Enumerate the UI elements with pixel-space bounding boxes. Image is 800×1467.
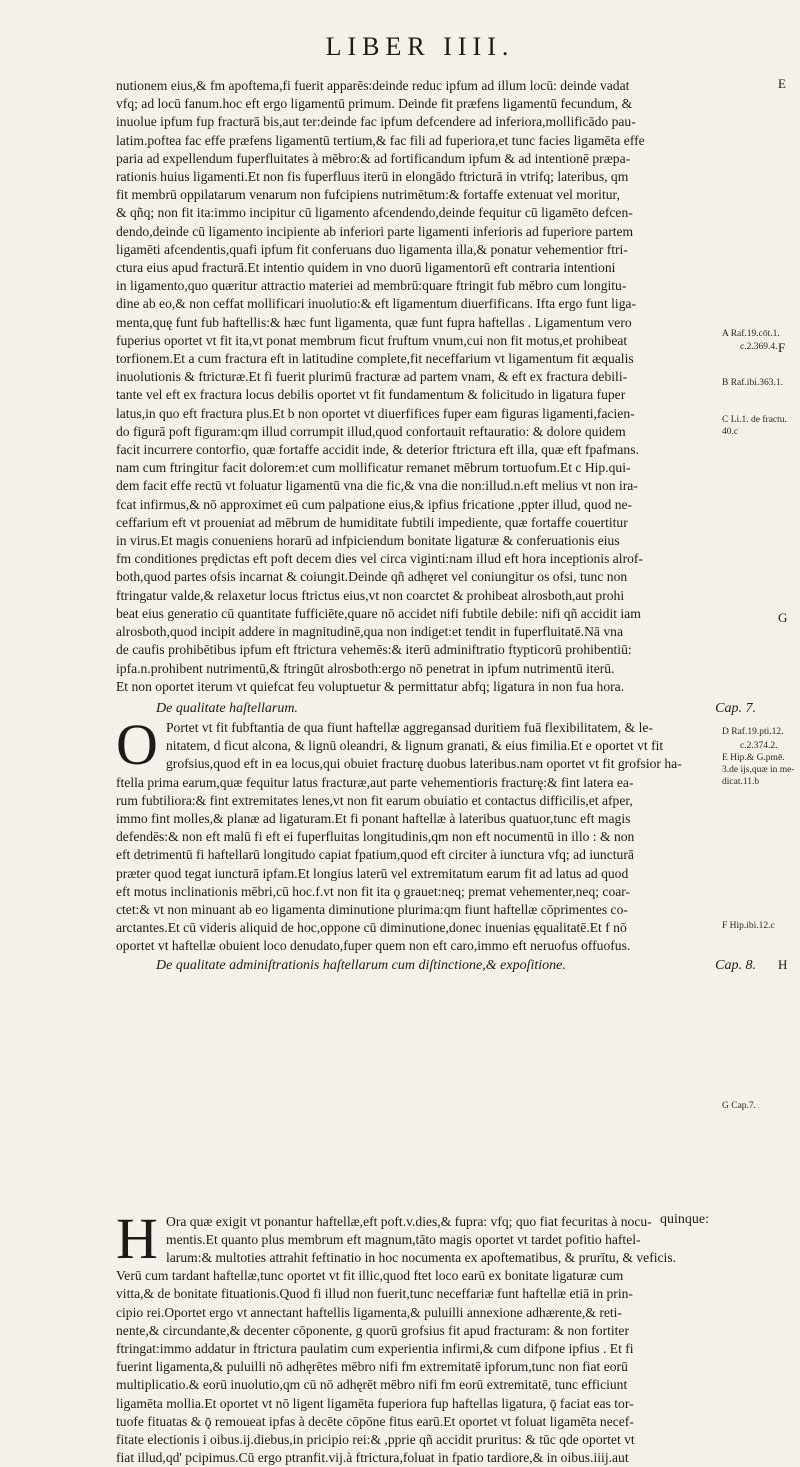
text-line: latim.poftea fac effe præfens ligamentū tertium,& fac fili ad fuperiora,et tunc facies ligamēta effe: [116, 132, 645, 148]
text-line: ctet:& vt non minuant ab eo ligamenta diminutione plurima:qm fiunt haftellæ cōprimentes co-: [116, 902, 628, 918]
text-line: cipio rei.Oportet ergo vt annectant haftellis ligamenta,& puluilli annexione adhærente,& reti-: [116, 1304, 622, 1320]
paragraph-lines: [116, 712, 716, 956]
text-line: Ora quæ exigit vt ponantur haftellæ,eft poft.v.dies,& fupra: vfq; quo fiat fecuritas à nocu-: [166, 1213, 652, 1229]
text-line: dine ab eo,& non ceffat mollificari inuolutio:& eft ligamentum diuerfificans. Ifta ergo funt liga-: [116, 296, 637, 312]
section-heading-haftellae: [116, 700, 776, 718]
text-line: ftringatur valde,& relaxetur locus ftrictus eius,vt non coarctet & prohibeat alrosboth,aut prohi: [116, 587, 625, 603]
section-title: De qualitate adminiſtrationis haſtellarum cum diſtinctione,& expoſitione.: [156, 958, 566, 973]
text-line: torfionem.Et a cum fractura eft in latitudine complete,fit neceffarium vt ligamentum fit æqualis: [116, 351, 634, 367]
text-line: vfq; ad locū fanum.hoc eft ergo ligamentū primum. Deinde fit præfens ligamentū fecundum, &: [116, 96, 633, 112]
margin-note-d: D Raf.19.pti.12.: [722, 727, 784, 737]
text-line: fitate electionis i oibus.ij.diebus,in pricipio rei:& ,pprie qñ accidit pruritus: & tūc qde oportet vt: [116, 1432, 635, 1448]
text-line: alrosboth,quod incipit addere in magnitudinē,qua non indiget:et tendit in fuperfluitatē.Nā vna: [116, 624, 623, 640]
text-line: dendo,deinde cū ligamento incipiente ab inferiori parte ligamenti inferioris ad fuperiore partem: [116, 223, 634, 239]
text-line: Portet vt fit fubftantia de qua fiunt haftellæ aggregansad duritiem fuā flexibilitatem, & le-: [166, 720, 653, 735]
text-line: ftringat:immo addatur in ftrictura paulatim cum experientia infirmi,& cum difpone ipfius . Et fi: [116, 1341, 634, 1357]
text-line: rum fubtiliora:& fint extremitates lenes,vt non fit earum obuiatio et contactus difficilis,et afper,: [116, 792, 633, 808]
text-line: paria ad expellendum fuperfluitates à mēbro:& ad fortificandum ipfum & ad intentionē præpa-: [116, 150, 631, 166]
text-line: oportet vt haftellæ obuient loco denudato,fuper quem non eft caro,immo eft neruofus offuofus.: [116, 938, 631, 954]
text-line: larum:& multoties attrahit feftinatio in hoc nocumenta ex apoftematibus, & prurītu, & veficis.: [166, 1250, 677, 1266]
text-line: fuerint ligamenta,& puluilli nō adhęrētes mēbro nifi fm extremitatē ipforum,tunc non fiat eorū: [116, 1359, 628, 1375]
text-line: Verū cum tardant haftellæ,tunc oportet vt fit illic,quod ftet loco earū ex bonitate ligaturæ cum: [116, 1268, 624, 1284]
text-line: & qñq; non fit ita:immo incipitur cū ligamento afcendendo,deinde fequitur cū ligamēto defcen-: [116, 205, 633, 221]
text-line: eft motus inclinationis mēbri,cū hoc.f.vt non fit ita ǫ grauet:neq; premat vehementer,neq; coar-: [116, 883, 631, 899]
margin-note-c: C Li.1. de fractu. 40.c: [722, 415, 787, 437]
section-title: De qualitate haſtellarum.: [156, 701, 298, 716]
text-line: grofsius,quod eft in ea locus,qui obuiet fracturę duobus lateribus.nam oportet vt fit grofsior ha-: [166, 756, 682, 772]
text-line: do figurā poft figuram:qm illud corrumpit illud,quod confortauit reftauratio: & dolore quidem: [116, 423, 626, 439]
margin-note-a2: c.2.369.4.: [740, 342, 778, 352]
chapter-number: Cap. 7.: [715, 701, 756, 716]
text-line: nitatem, d ficut alcona, & lignū oleandri, & lignum granati, & eius fimilia.Et e oportet vt fit: [166, 738, 664, 754]
text-line: fcat infirmus,& nō approximet eū cum palpatione eius,& ipfius fricatione ,ppter illud, quod ne-: [116, 496, 633, 512]
text-line: tuofe fituatas & ǭ remoueat ipfas à decēte cōpōne fitus earū.Et oportet vt foluat ligamēta necef-: [116, 1413, 634, 1429]
text-line: nutionem eius,& fm apoftema,fi fuerit apparēs:deinde reduc ipfum ad illum locū: deinde vadat: [116, 78, 630, 93]
text-line: nente,& circundante,& decenter cōponente, g quorū grofsius fit apud fracturam: & non fortiter: [116, 1322, 629, 1338]
text-line: ipfa.n.prohibent nutrimentū,& ftringūt alrosboth:ergo nō penetrat in ipfum nutrimentū iterū.: [116, 660, 615, 676]
text-line: fm conditiones prędictas eft poft decem dies vel circa viginti:nam illud eft hora inceptionis alrof-: [116, 551, 643, 567]
margin-letter-e: E: [778, 76, 786, 91]
text-line: in ligamento,quo quæritur attractio materiei ad membrū:quare ftringit fub mēbro cum longitu-: [116, 278, 627, 294]
text-line: both,quod partes ofsis incarnat & coiungit.Deinde qñ adhęret vel coniungitur os ofsi, tunc non: [116, 569, 628, 585]
margin-note-d2: c.2.374.2.: [740, 741, 778, 751]
margin-letter-g: G: [778, 610, 788, 625]
text-line: eft detrimentū fi haftellarū longitudo capiat fpatium,quod eft circiter à iunctura vfq; ad iuncturā: [116, 847, 634, 863]
text-line: ctura eius apud fracturā.Et intentio quidem in vno duorū ligamentorū eft contraria intentioni: [116, 260, 616, 276]
text-line: de caufis prohibētibus ipfum eft ftrictura vehemēs:& iterū adminiftratio ftypticorū prohibentiū:: [116, 642, 632, 658]
margin-note-g: G Cap.7.: [722, 1101, 757, 1111]
text-line: nam cum ftringitur facit dolorem:et cum mollificatur remanet mēbrum tortuofum.Et c Hip.qui-: [116, 460, 631, 476]
text-line: vitta,& de bonitate fituationis.Quod fi illud non fuerit,tunc neceffariæ funt haftellæ etiā in prin-: [116, 1286, 633, 1302]
text-line: fiat illud,qd' pcipimus.Cū ergo ptranfit.vij.à ftrictura,foluat in fpatio tardiore,& in oibus.iiij.aut: [116, 1450, 629, 1466]
text-line: facit incurrere contorfio, quæ fortaffe accidit inde, & deterior ftrictura eft illa, quæ eft fpafmans.: [116, 442, 639, 458]
paragraph-lines: [116, 1205, 716, 1467]
text-line: defendēs:& non eft malū fi eft ei fuperfluitas longitudinis,qm non eft nocumentū in illo : & non: [116, 829, 635, 845]
catchword: quinque:: [660, 1212, 709, 1227]
text-line: menta,quę funt fub haftellis:& hæc funt ligamenta, quæ funt fupra haftellas . Ligamentum vero: [116, 314, 632, 330]
text-line: ligamēti afcendentis,quafi ipfum fit conferuans duo ligamenta illa,& ponatur vehementior ftri-: [116, 241, 628, 257]
text-line: multiplicatio.& eorū inuolutio,qm cū nō adhęrēt mēbro nifi fm eorū extremitatē, tunc efficiunt: [116, 1377, 628, 1393]
margin-note-b: B Raf.ibi.363.1.: [722, 378, 783, 388]
margin-note-f: F Hip.ibi.12.c: [722, 921, 775, 931]
text-line: præter quod tegat iuncturā ipfam.Et longius laterū vel extremitatum earum fit ad latus ad quod: [116, 865, 629, 881]
text-line: tante vel eft ex fractura locus debilis oportet vt fit fundamentum & folicitudo in ligatura fuper: [116, 387, 626, 403]
text-line: arctantes.Et cū videris aliquid de hoc,oppone cū diminutione,donec inuenias ęqualitatē.Et f nō: [116, 920, 627, 936]
text-line: inuolutionis & ftricturæ.Et fi fuerit plurimū fracturæ ad partem vnam, & eft ex fractura debili-: [116, 369, 628, 385]
paragraph-main: [116, 77, 716, 696]
page-header: LIBER IIII.: [325, 32, 515, 61]
margin-letter-f: F: [778, 340, 786, 355]
margin-note-a: A Raf.19.cōt.1.: [722, 329, 780, 339]
text-line: fuperius oportet vt fit ita,vt ponat membrum ficut fruftum vnum,cui non fit motus,et prohibeat: [116, 332, 628, 348]
text-line: rationis huius ligamenti.Et non fis fuperfluus iterū in elongādo ftricturā in vtrifq; lateribus, qm: [116, 169, 629, 185]
paragraph-administration: [116, 1205, 716, 1467]
text-line: in virus.Et magis conueniens horarū ad infpiciendum bonitate ligaturæ & conferuationis eius: [116, 533, 620, 549]
margin-note-e: E Hip.& G.pmē. 3.de ijs,quæ in me- dicat.11.b: [722, 753, 795, 787]
drop-cap: O: [116, 712, 158, 777]
text-line: ligamēta mollia.Et oportet vt nō ligent ligamēta fuperiora fup haftellas ligatura, ǭ faciat eas tor-: [116, 1395, 634, 1411]
drop-cap: H: [116, 1205, 158, 1271]
section-heading-administration: [116, 957, 776, 975]
chapter-number: Cap. 8.: [715, 958, 756, 973]
text-line: inuolue ipfum fup fracturā bis,aut ter:deinde fac ipfum defcendere ad inferiora,mollificādo pau-: [116, 114, 636, 130]
text-line: beat eius generatio cū quantitate fufficiēte,quare nō accidet nifi fubtile debile: nifi qñ accidit iam: [116, 605, 641, 621]
paragraph-haftellae: [116, 712, 716, 956]
text-line: latus,in quo eft fractura plus.Et b non oportet vt diuerfifices fuper eam figuras ligamenti,facien-: [116, 405, 635, 421]
text-line: ftella prima earum,quæ fequitur latus fracturæ,aut parte vehementioris fracturę:& fint latera ea-: [116, 774, 634, 790]
text-line: fit membrū oppilatarum venarum non fufcipiens nutrimētum:& fortaffe extenuat vel moritur,: [116, 187, 620, 203]
text-line: immo fint molles,& planæ ad ligaturam.Et fi ponant haftellæ à lateribus quatuor,tunc eft magis: [116, 811, 631, 827]
text-line: ceffarium eft vt proueniat ad mēbrum de humiditate fubtili impediente, quæ fortaffe couertitur: [116, 514, 628, 530]
text-line: Et non oportet iterum vt quiefcat feu voluptuetur & permittatur abfq; ligatura in non fua hora.: [116, 678, 625, 694]
text-line: mentis.Et quanto plus membrum eft magnum,tāto magis oportet vt tardet pofitio haftel-: [166, 1231, 641, 1247]
text-line: dem facit effe rectū vt foluatur ligamentū vna die fic,& vna die non:illud.n.eft melius vt non ira-: [116, 478, 638, 494]
margin-letter-h: H: [778, 957, 788, 972]
